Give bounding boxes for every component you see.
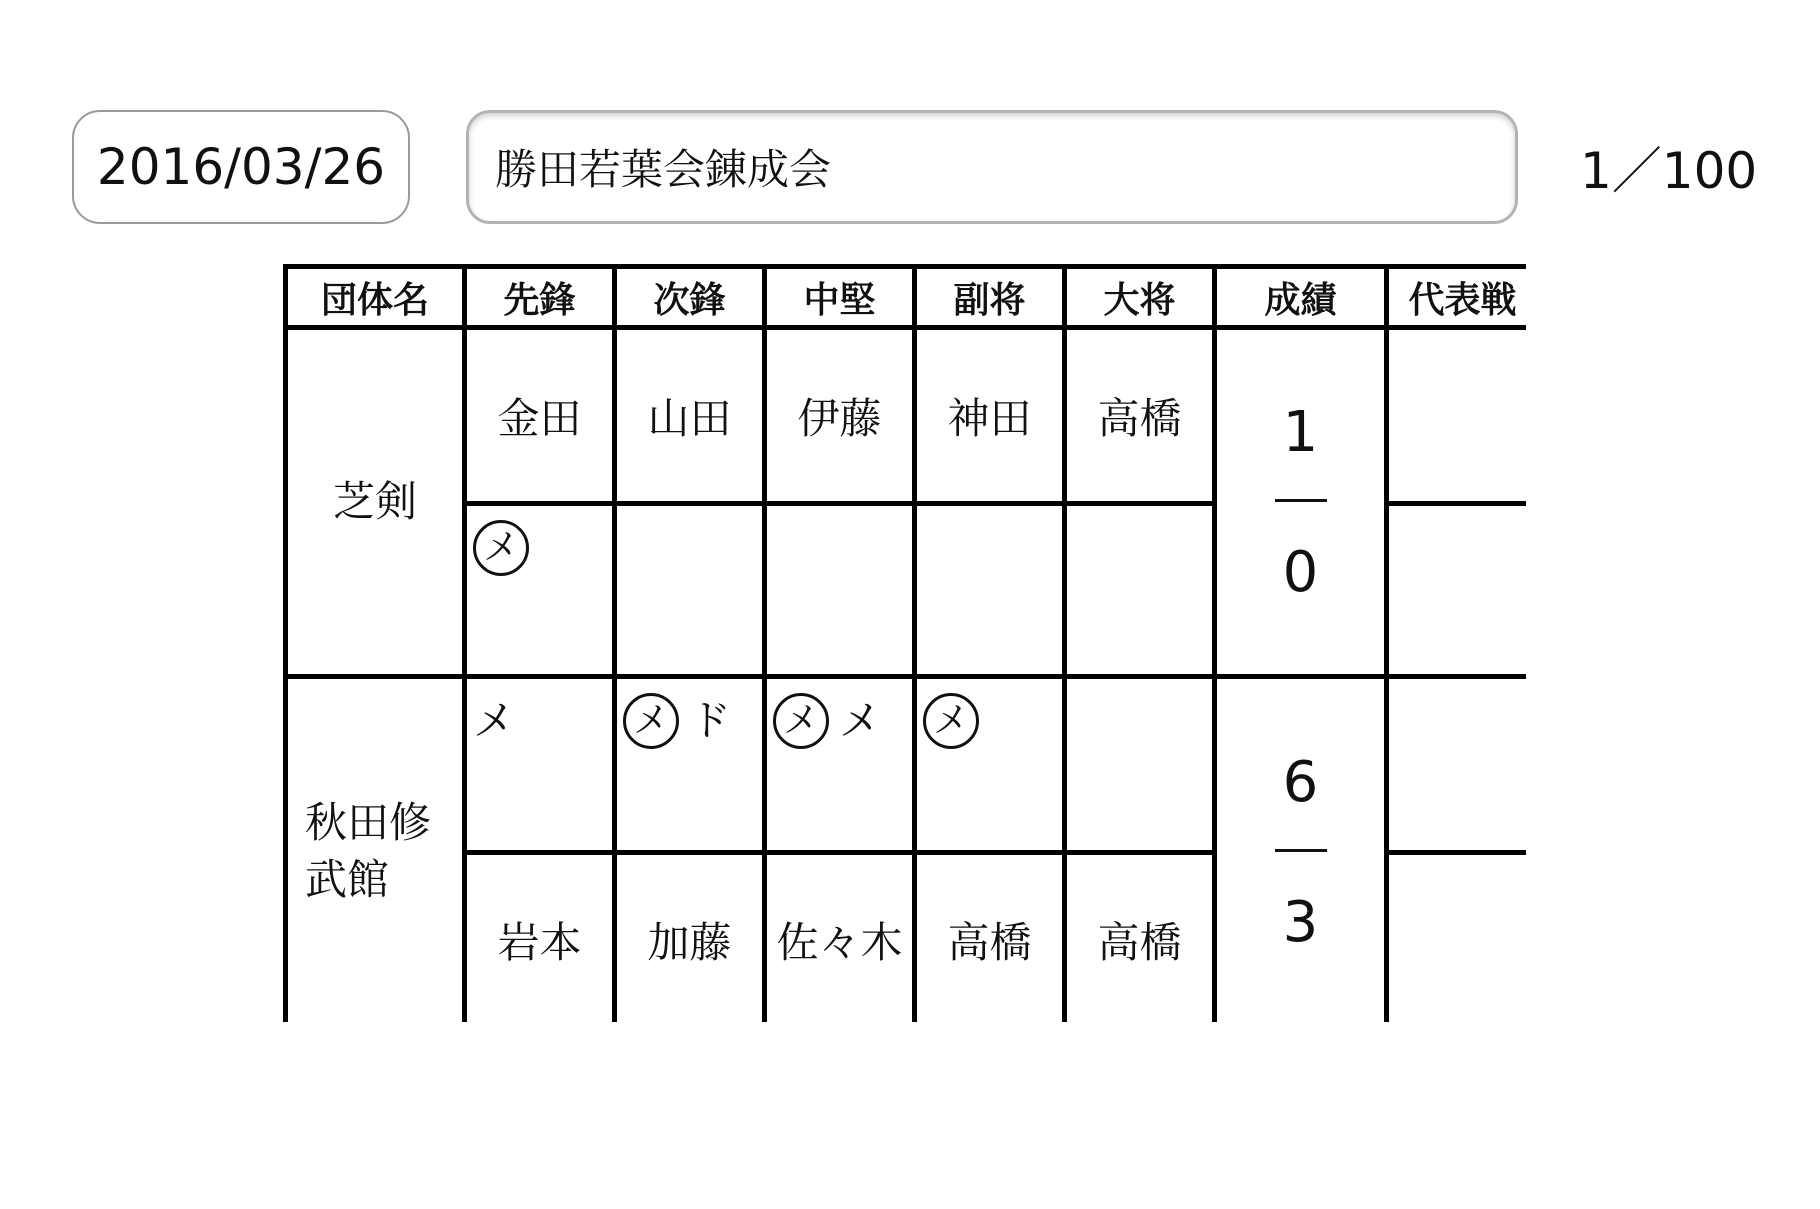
team1-taisho-player[interactable]: 高橋 <box>1067 330 1212 501</box>
team2-chuken-player[interactable]: 佐々木 <box>767 855 912 1025</box>
team1-chuken-player[interactable]: 伊藤 <box>767 330 912 501</box>
team2-fukusho-points[interactable] <box>917 679 1062 850</box>
team1-score-wins: 1 <box>1282 399 1319 465</box>
team1-jiho-points[interactable] <box>617 506 762 674</box>
col-header-chuken: 中堅 <box>767 269 912 325</box>
col-header-jiho: 次鋒 <box>617 269 762 325</box>
score-separator <box>1275 499 1327 502</box>
col-header-team: 団体名 <box>288 269 462 325</box>
team2-representative-name-cell[interactable] <box>1389 855 1536 1025</box>
team1-jiho-player[interactable]: 山田 <box>617 330 762 501</box>
team2-score-points: 3 <box>1282 889 1319 955</box>
tournament-name-field[interactable]: 勝田若葉会錬成会 <box>466 110 1518 224</box>
col-header-result: 成績 <box>1217 269 1384 325</box>
men-mark: メ <box>839 696 882 745</box>
page-counter: 1／100 <box>1580 142 1758 200</box>
team1-senpo-player[interactable]: 金田 <box>467 330 612 501</box>
team1-chuken-points[interactable] <box>767 506 912 674</box>
team2-fukusho-player[interactable]: 高橋 <box>917 855 1062 1025</box>
score-separator <box>1275 849 1327 852</box>
team2-score-wins: 6 <box>1282 749 1319 815</box>
team1-fukusho-player[interactable]: 神田 <box>917 330 1062 501</box>
team2-jiho-points[interactable] <box>617 679 762 850</box>
match-date-field[interactable]: 2016/03/26 <box>72 110 410 224</box>
do-mark: ド <box>689 696 732 745</box>
team2-name-cell[interactable] <box>288 679 462 1025</box>
team1-name: 芝剣 <box>332 476 417 526</box>
col-header-fukusho: 副将 <box>917 269 1062 325</box>
team1-name-cell[interactable] <box>288 330 462 674</box>
team2-name-line2: 武館 <box>305 855 390 904</box>
team2-name <box>305 795 445 908</box>
team1-fukusho-points[interactable] <box>917 506 1062 674</box>
team2-chuken-points[interactable] <box>767 679 912 850</box>
team1-taisho-points[interactable] <box>1067 506 1212 674</box>
men-mark: メ <box>473 696 516 745</box>
match-score-table <box>283 264 1526 1022</box>
team1-senpo-points[interactable] <box>467 506 612 674</box>
team1-representative-points-cell[interactable] <box>1389 506 1536 674</box>
team2-taisho-player[interactable]: 高橋 <box>1067 855 1212 1025</box>
team1-score-points: 0 <box>1282 539 1319 605</box>
col-header-taisho: 大将 <box>1067 269 1212 325</box>
team2-name-line1: 秋田修 <box>305 798 432 848</box>
team2-representative-points-cell[interactable] <box>1389 679 1536 850</box>
col-header-senpo: 先鋒 <box>467 269 612 325</box>
circled-men-mark: メ <box>473 520 529 576</box>
circled-men-mark: メ <box>923 693 979 749</box>
team2-taisho-points[interactable] <box>1067 679 1212 850</box>
circled-men-mark: メ <box>773 693 829 749</box>
col-header-representative: 代表戦 <box>1389 269 1536 325</box>
team1-score-cell[interactable] <box>1217 330 1384 674</box>
team2-senpo-player[interactable]: 岩本 <box>467 855 612 1025</box>
team2-jiho-player[interactable]: 加藤 <box>617 855 762 1025</box>
team2-score-cell[interactable] <box>1217 679 1384 1025</box>
circled-men-mark: メ <box>623 693 679 749</box>
team1-representative-name-cell[interactable] <box>1389 330 1536 501</box>
team2-senpo-points[interactable] <box>467 679 612 850</box>
